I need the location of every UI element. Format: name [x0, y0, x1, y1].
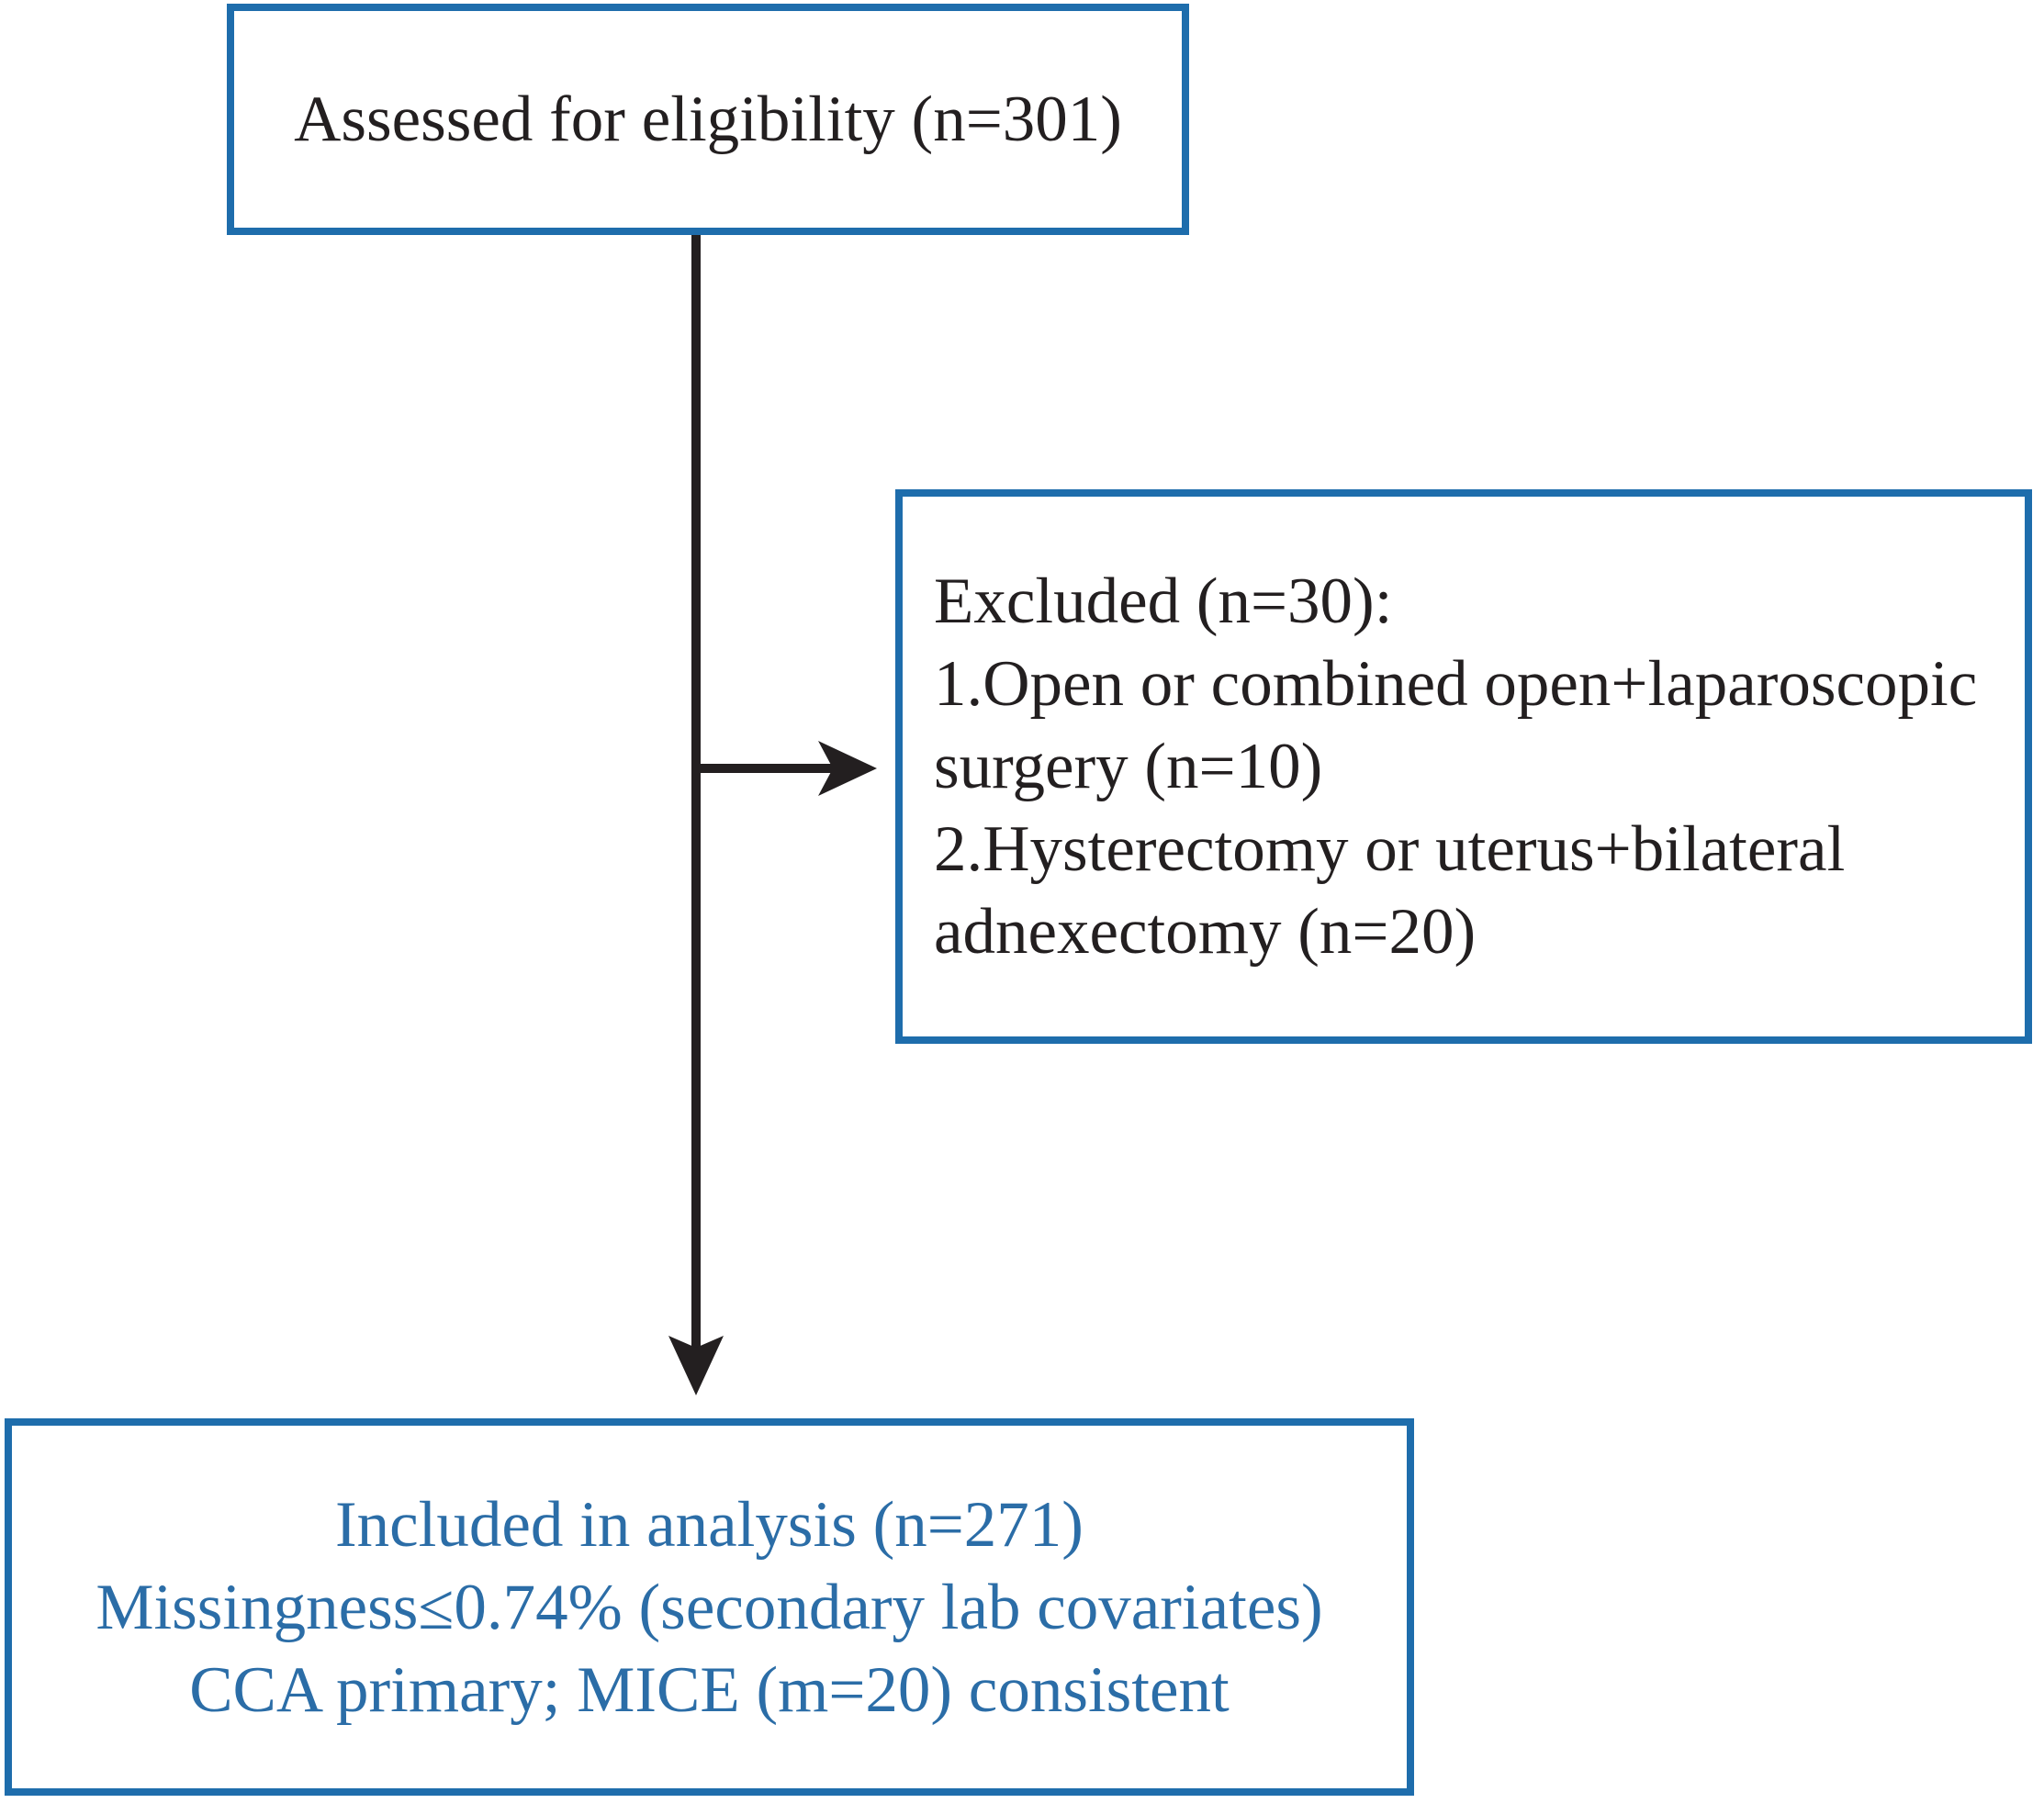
included-box: [5, 1418, 1414, 1796]
excluded-reason-2: 2.Hysterectomy or uterus+bilateral adnexectomy (n=20): [934, 813, 1846, 968]
right-arrowhead-icon: [818, 741, 877, 796]
excluded-box: [895, 489, 2032, 1044]
excluded-reason-1: 1.Open or combined open+laparoscopic surgery (n=10): [934, 648, 1978, 802]
missingness-text: Missingness≤0.74% (secondary lab covariates): [95, 1571, 1323, 1643]
assessed-box: [227, 4, 1189, 235]
down-arrowhead-icon: [668, 1336, 724, 1395]
included-text: Included in analysis (n=271): [335, 1488, 1084, 1561]
assessed-text: Assessed for eligibility (n=301): [294, 84, 1122, 155]
excluded-heading: Excluded (n=30):: [934, 566, 1393, 637]
cca-mice-text: CCA primary; MICE (m=20) consistent: [189, 1653, 1230, 1726]
